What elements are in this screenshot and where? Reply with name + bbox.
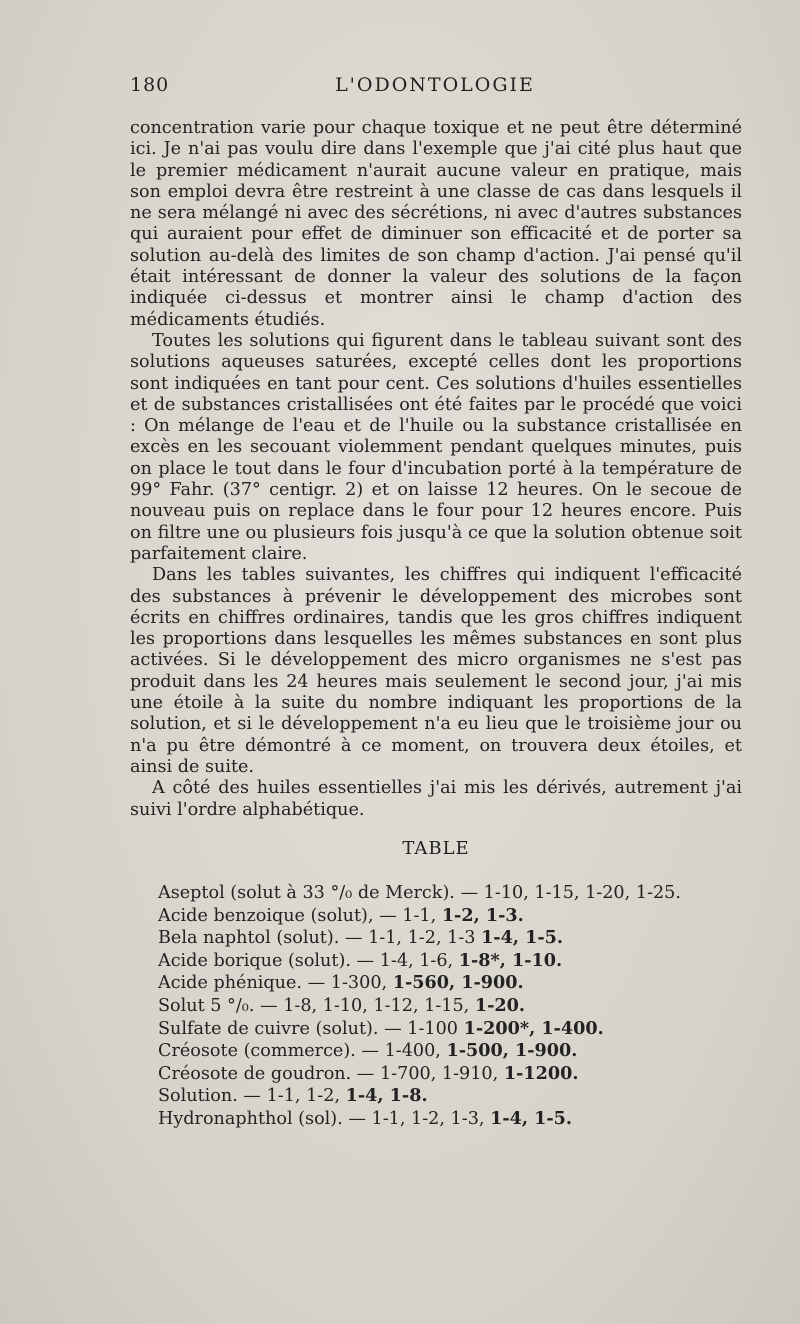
list-item xyxy=(158,1040,758,1063)
entry-text: Hydronaphthol (sol). — 1-1, 1-2, 1-3, xyxy=(158,1108,491,1129)
table-list xyxy=(158,882,758,1131)
entry-bold-values: 1-500, 1-900. xyxy=(446,1040,578,1062)
list-item xyxy=(158,1063,758,1086)
list-item xyxy=(158,995,758,1018)
entry-bold-values: 1-1200. xyxy=(503,1062,579,1084)
list-item xyxy=(158,1018,758,1041)
paragraph: Dans les tables suivantes, les chiffres qui indiquent l'efficacité des substances à prévenir le développement des microbes sont écrits en chiffres ordinaires, tandis que les gros chiffres indiquent les proportions dans lesquelles les mêmes substances en sont plus activées. Si le développement des micro organismes ne s'est pas produit dans les 24 heures mais seulement le second jour, j'ai mis une étoile à la suite du nombre indiquant les proportions de la solution, et si le développement n'a eu lieu que le troisième jour ou n'a pu être démontré à ce moment, on trouvera deux étoiles, et ainsi de suite. xyxy=(130,565,742,777)
entry-bold-values: 1-20. xyxy=(474,994,526,1016)
entry-text: Solution. — 1-1, 1-2, xyxy=(158,1086,346,1107)
entry-text: Solut 5 °/₀. — 1-8, 1-10, 1-12, 1-15, xyxy=(158,995,475,1016)
entry-bold-values: 1-4, 1-5. xyxy=(490,1107,573,1129)
entry-text: Acide phénique. — 1-300, xyxy=(158,973,393,994)
page-number: 180 xyxy=(130,74,170,96)
paragraph: concentration varie pour chaque toxique et ne peut être déterminé ici. Je n'ai pas voulu dire dans l'exemple que j'ai cité plus haut que le premier médicament n'aurait aucune valeur en pratique, mais son emploi devra être restreint à une classe de cas dans lesquels il ne sera mélangé ni avec des sécrétions, ni avec d'autres substances qui auraient pour effet de diminuer son efficacité et de porter sa solution au-delà des limites de son champ d'action. J'ai pensé qu'il était intéressant de donner la valeur des solutions de la façon indiquée ci-dessus et montrer ainsi le champ d'action des médicaments étudiés. xyxy=(130,118,742,330)
list-item xyxy=(158,950,758,973)
entry-text: Acide borique (solut). — 1-4, 1-6, xyxy=(158,950,459,971)
entry-text: Créosote de goudron. — 1-700, 1-910, xyxy=(158,1063,504,1084)
paragraph: Toutes les solutions qui figurent dans le tableau suivant sont des solutions aqueuses saturées, excepté celles dont les proportions sont indiquées en tant pour cent. Ces solutions d'huiles essentielles et de substances cristallisées ont été faites par le procédé que voici : On mélange de l'eau et de l'huile ou la substance cristallisée en excès en les secouant violemment pendant quelques minutes, puis on place le tout dans le four d'incubation porté à la température de 99° Fahr. (37° centigr. 2) et on laisse 12 heures. On le secoue de nouveau puis on replace dans le four pour 12 heures encore. Puis on filtre une ou plusieurs fois jusqu'à ce que la solution obtenue soit parfaitement claire. xyxy=(130,330,742,564)
entry-bold-values: 1-560, 1-900. xyxy=(392,972,524,994)
entry-text: Bela naphtol (solut). — 1-1, 1-2, 1-3 xyxy=(158,928,482,949)
entry-bold-values: 1-4, 1-8. xyxy=(345,1085,428,1107)
entry-bold-values: 1-2, 1-3. xyxy=(441,904,524,926)
list-item xyxy=(158,927,758,950)
entry-text: Créosote (commerce). — 1-400, xyxy=(158,1041,447,1062)
table-title: TABLE xyxy=(402,838,470,859)
body-text xyxy=(130,118,742,821)
entry-bold-values: 1-200*, 1-400. xyxy=(463,1017,604,1039)
list-item xyxy=(158,905,758,928)
entry-text: Sulfate de cuivre (solut). — 1-100 xyxy=(158,1018,464,1039)
entry-bold-values: 1-4, 1-5. xyxy=(481,927,564,949)
list-item xyxy=(158,1085,758,1108)
list-item xyxy=(158,882,758,905)
paragraph: A côté des huiles essentielles j'ai mis les dérivés, autrement j'ai suivi l'ordre alphabétique. xyxy=(130,778,742,820)
entry-text: Acide benzoique (solut), — 1-1, xyxy=(158,905,442,926)
list-item xyxy=(158,972,758,995)
running-title: L'ODONTOLOGIE xyxy=(335,74,535,96)
entry-bold-values: 1-8*, 1-10. xyxy=(458,949,563,971)
entry-text: Aseptol (solut à 33 °/₀ de Merck). — 1-10, 1-15, 1-20, 1-25. xyxy=(158,883,681,903)
page-header xyxy=(130,74,740,104)
list-item xyxy=(158,1108,758,1131)
